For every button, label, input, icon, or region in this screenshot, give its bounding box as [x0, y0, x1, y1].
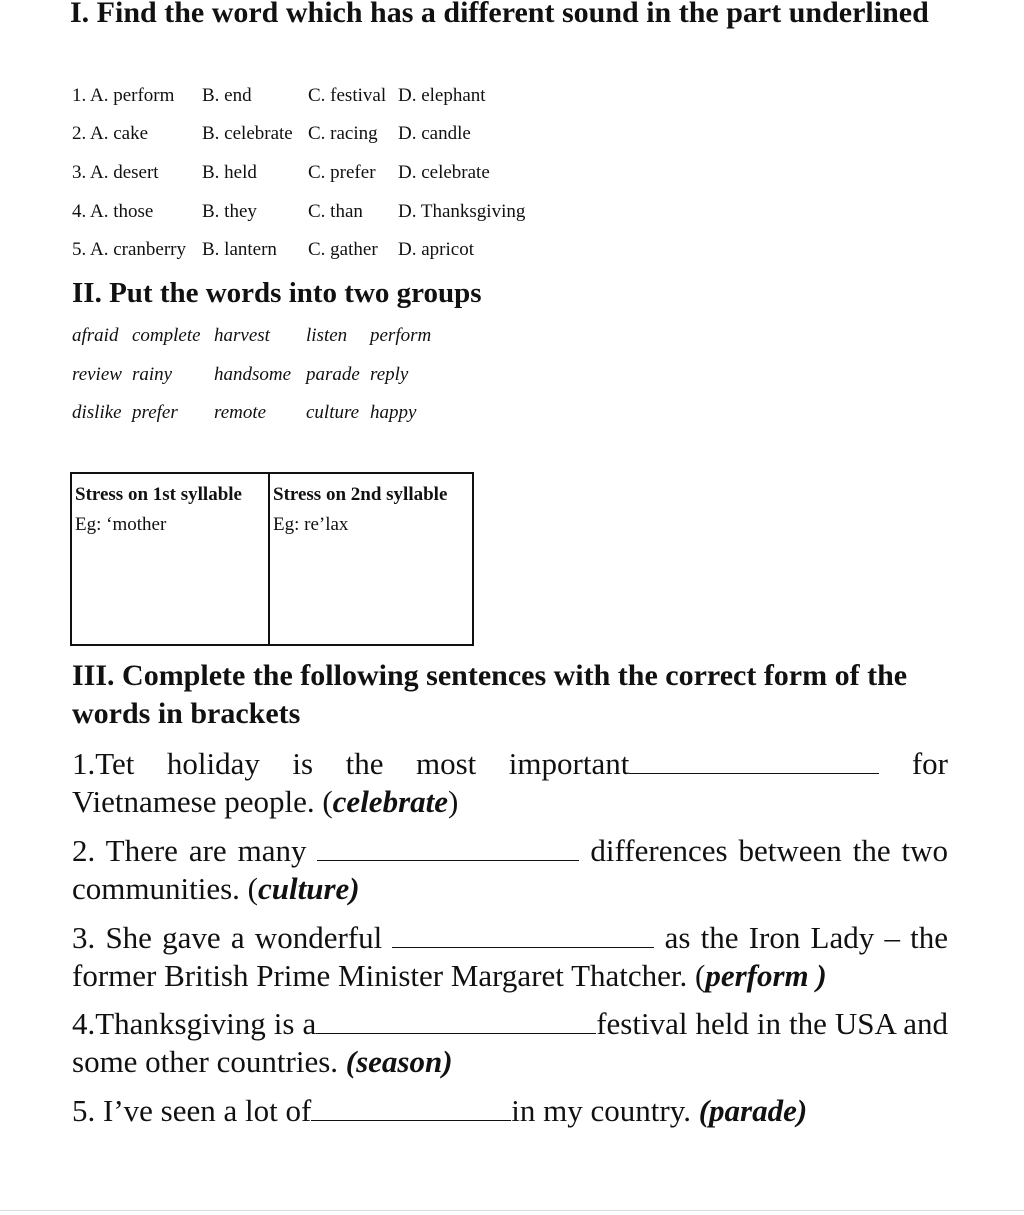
q5-num: 5.: [72, 239, 87, 260]
sentence-2-start: 2. There are many: [72, 833, 307, 868]
sentence-1-start: 1.Tet holiday is the most important: [72, 746, 630, 781]
sentence-5-start: 5. I’ve seen a lot of: [72, 1093, 312, 1128]
q1-num: 1.: [72, 85, 87, 106]
sentence-4: [72, 1005, 948, 1081]
stress-first-example: Eg: ‘mother: [75, 514, 167, 535]
page-bottom-divider: [0, 1210, 1024, 1211]
q3-option-d: D. celebrate: [398, 162, 490, 183]
sentence-1-end: for Vietnamese people. (: [72, 746, 948, 819]
sentence-5-end: in my country.: [511, 1093, 691, 1128]
section-3-title: III. Complete the following sentences with the correct form of the words in brackets: [72, 659, 908, 730]
stress-first-header: Stress on 1st syllable: [75, 484, 242, 505]
q4-option-b: B. they: [202, 201, 257, 222]
q5-option-b: B. lantern: [202, 239, 277, 260]
q2-option-b: B. celebrate: [202, 123, 293, 144]
q5-option-d: D. apricot: [398, 239, 474, 260]
q3-option-a: A. desert: [90, 162, 159, 183]
q2-num: 2.: [72, 123, 87, 144]
q2-option-c: C. racing: [308, 123, 378, 144]
sentence-2: [72, 832, 948, 908]
stress-second-header: Stress on 2nd syllable: [273, 484, 448, 505]
word-item: dislike: [72, 402, 122, 423]
section-1-title: I. Find the word which has a different sound in the part underlined: [70, 0, 929, 29]
sentence-1-close: ): [448, 784, 459, 819]
word-item: culture: [306, 402, 360, 423]
q5-option-a: A. cranberry: [90, 239, 187, 260]
word-item: complete: [132, 325, 201, 346]
sentence-3-start: 3. She gave a wonderful: [72, 920, 383, 955]
q1-option-a: A. perform: [90, 85, 175, 106]
word-item: remote: [214, 402, 267, 423]
q4-option-a: A. those: [90, 201, 154, 222]
word-item: review: [72, 364, 122, 385]
word-item: handsome: [214, 364, 292, 385]
stress-first-column[interactable]: [71, 473, 269, 645]
word-item: happy: [370, 402, 417, 423]
sentence-1-hint: celebrate: [332, 784, 448, 819]
sentence-2-end: differences between the two communities. (: [72, 833, 949, 906]
word-item: rainy: [132, 364, 173, 385]
answer-blank-5[interactable]: [311, 1092, 511, 1121]
q2-option-d: D. candle: [398, 123, 471, 144]
word-item: perform: [370, 325, 432, 346]
q1-option-c: C. festival: [308, 85, 387, 106]
word-item: listen: [306, 325, 348, 346]
q2-option-a: A. cake: [90, 123, 149, 144]
answer-blank-1[interactable]: [629, 745, 879, 774]
sentence-2-hint: culture): [257, 871, 360, 906]
sentence-4-hint: (season): [345, 1044, 453, 1079]
section-2-title: II. Put the words into two groups: [72, 277, 482, 309]
sentence-4-end: festival held in the USA and some other countries.: [72, 1006, 948, 1079]
q3-option-b: B. held: [202, 162, 257, 183]
sentence-5: [72, 1092, 948, 1130]
word-item: reply: [370, 364, 409, 385]
q1-option-d: D. elephant: [398, 85, 486, 106]
q4-option-d: D. Thanksgiving: [398, 201, 526, 222]
word-item: afraid: [72, 325, 119, 346]
answer-blank-2[interactable]: [317, 832, 579, 861]
q3-num: 3.: [72, 162, 87, 183]
word-item: parade: [306, 364, 360, 385]
q4-num: 4.: [72, 201, 87, 222]
q1-option-b: B. end: [202, 85, 252, 106]
word-item: prefer: [132, 402, 178, 423]
q5-option-c: C. gather: [308, 239, 378, 260]
stress-second-example: Eg: re’lax: [273, 514, 349, 535]
stress-table: [70, 472, 474, 646]
word-item: harvest: [214, 325, 270, 346]
stress-second-column[interactable]: [269, 473, 473, 645]
sentence-4-start: 4.Thanksgiving is a: [72, 1006, 317, 1041]
q4-option-c: C. than: [308, 201, 363, 222]
sentence-5-hint: (parade): [698, 1093, 808, 1128]
sentence-3-end: as the Iron Lady – the former British Prime Minister Margaret Thatcher. (: [72, 920, 949, 993]
answer-blank-3[interactable]: [392, 919, 654, 948]
sentence-3: [72, 919, 948, 995]
answer-blank-4[interactable]: [316, 1005, 596, 1034]
sentence-3-hint: perform ): [705, 958, 827, 993]
q3-option-c: C. prefer: [308, 162, 376, 183]
sentence-1: [72, 745, 948, 821]
